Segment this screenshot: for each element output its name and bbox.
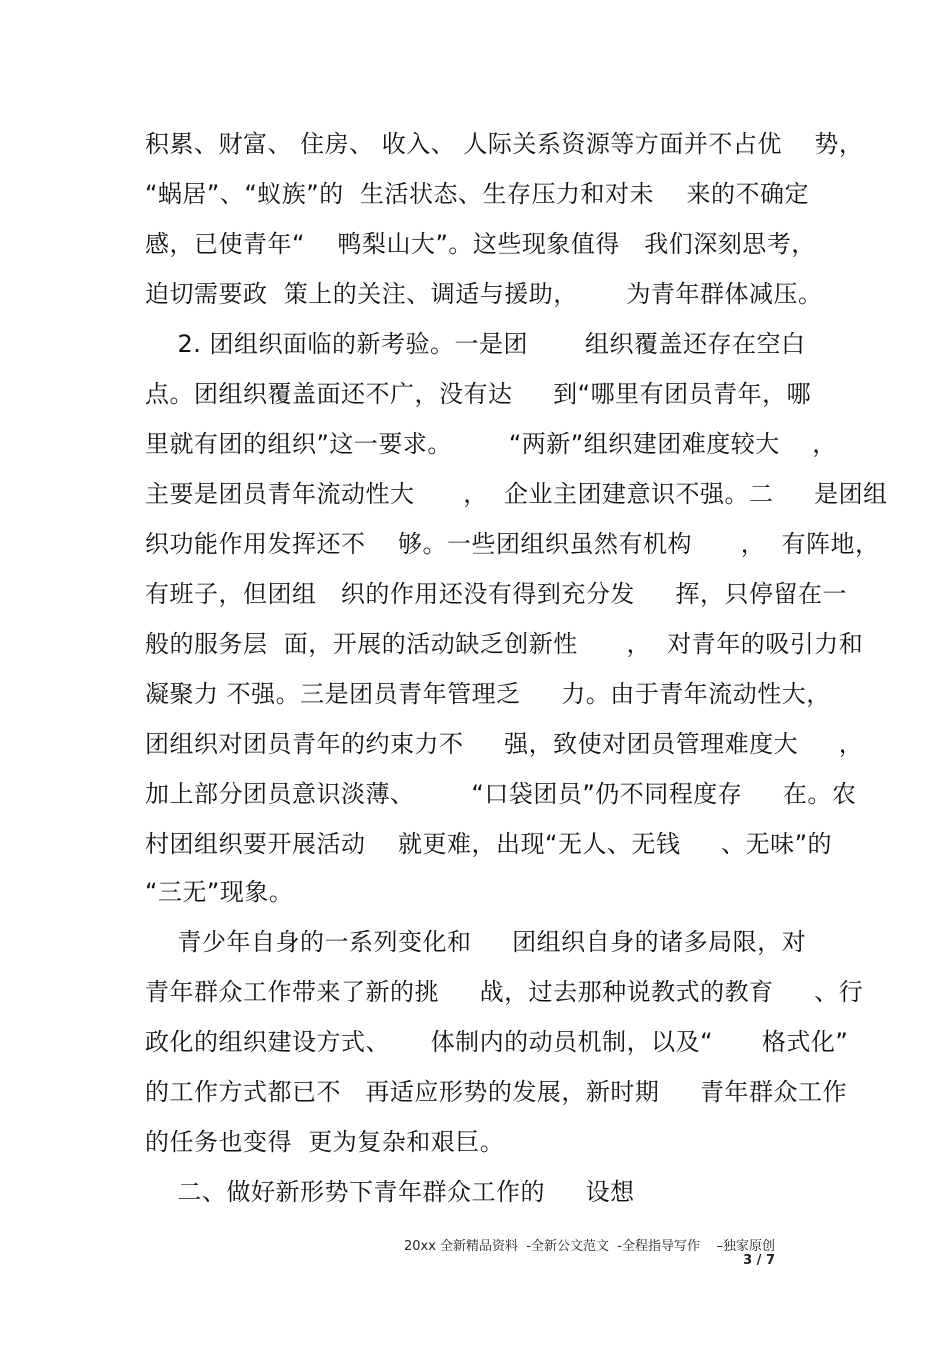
text-line: 主要是团员青年流动性大 ， 企业主团建意识不强。二 是团组 — [145, 480, 888, 508]
text-line: 织功能作用发挥还不 够。一些团组织虽然有机构 ， 有阵地， — [145, 530, 880, 558]
section-heading: 二、做好新形势下青年群众工作的 设想 — [145, 1178, 635, 1206]
footer-text: 20xx 全新精品资料 -全新公文范文 -全程指导写作 –独家原创 — [403, 1239, 775, 1254]
text-line: 团组织对团员青年的约束力不 强，致使对团员管理难度大 ， — [145, 730, 864, 758]
text-line: 般的服务层 面，开展的活动缺乏创新性 ， 对青年的吸引力和 — [145, 630, 864, 658]
text-line: 的任务也变得 更为复杂和艰巨。 — [145, 1128, 505, 1156]
text-line: 点。团组织覆盖面还不广，没有达 到“哪里有团员青年，哪 — [145, 380, 812, 408]
text-line: 感，已使青年“ 鸭梨山大”。这些现象值得 我们深刻思考， — [145, 230, 816, 258]
text-line: “三无”现象。 — [145, 878, 294, 906]
text-line: 积累、财富、 住房、 收入、 人际关系资源等方面并不占优 势， — [145, 130, 864, 158]
text-line: 里就有团的组织”这一要求。 “两新”组织建团难度较大 ， — [145, 430, 837, 458]
text-line: 有班子，但团组 织的作用还没有得到充分发 挥，只停留在一 — [145, 580, 848, 608]
text-line: 政化的组织建设方式、 体制内的动员机制，以及“ 格式化” — [145, 1028, 849, 1056]
text-line: 2. 团组织面临的新考验。一是团 组织覆盖还存在空白 — [145, 330, 806, 358]
text-line: “蜗居”、“蚁族”的 生活状态、生存压力和对未 来的不确定 — [145, 180, 810, 208]
text-line: 凝聚力 不强。三是团员青年管理乏 力。由于青年流动性大， — [145, 680, 831, 708]
page-number: 3 / 7 — [743, 1253, 775, 1268]
text-line: 迫切需要政 策上的关注、调适与援助， 为青年群体减压。 — [145, 280, 823, 308]
text-line: 青年群众工作带来了新的挑 战，过去那种说教式的教育 、行 — [145, 978, 864, 1006]
text-line: 青少年自身的一系列变化和 团组织自身的诸多局限，对 — [145, 928, 807, 956]
text-line: 的工作方式都已不 再适应形势的发展，新时期 青年群众工作 — [145, 1078, 848, 1106]
text-line: 村团组织要开展活动 就更难，出现“无人、无钱 、无味”的 — [145, 830, 833, 858]
text-line: 加上部分团员意识淡薄、 “口袋团员”仍不同程度存 在。农 — [145, 780, 857, 808]
